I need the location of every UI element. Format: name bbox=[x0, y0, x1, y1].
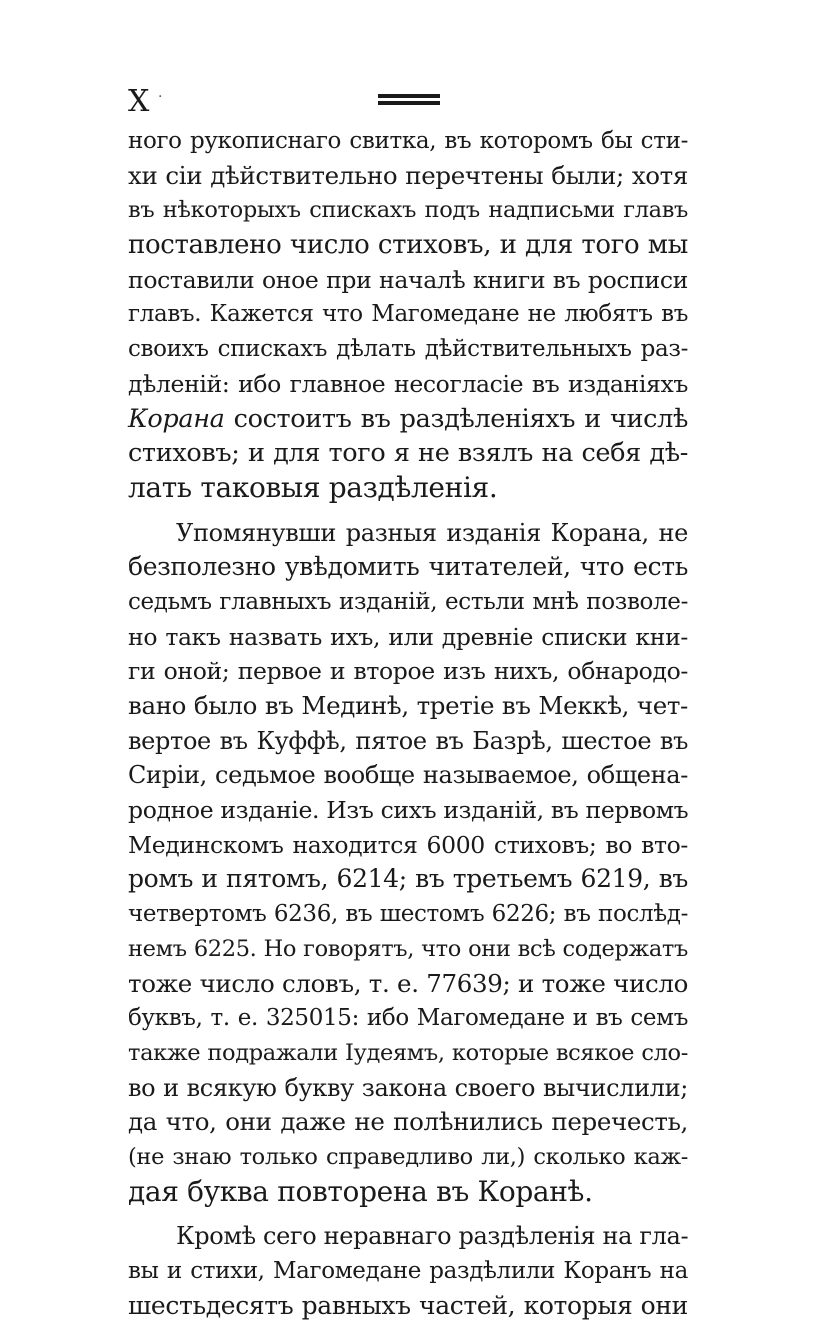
text-line: Сиріи, седьмое вообще называемое, общена- bbox=[128, 761, 688, 790]
text-line: шестьдесятъ равныхъ частей, которыя они bbox=[128, 1290, 688, 1320]
text-line: также подражали Іудеямъ, которые всякое сло- bbox=[128, 1039, 688, 1066]
text-line: родное изданіе. Изъ сихъ изданій, въ первомъ bbox=[128, 796, 689, 825]
paragraph-1 bbox=[128, 124, 688, 506]
text-line: да что, они даже не полѣнились перечесть, bbox=[128, 1107, 688, 1137]
text-line: хи сіи дѣйствительно перечтены были; хотя bbox=[128, 160, 688, 190]
text-line: главъ. Кажется что Магомедане не любятъ въ bbox=[128, 301, 688, 328]
text-line: своихъ спискахъ дѣлать дѣйствительныхъ раз- bbox=[128, 336, 688, 363]
text-line: вано было въ Мединѣ, третіе въ Меккѣ, чет- bbox=[128, 691, 688, 720]
text-line: вертое въ Куффѣ, пятое въ Базрѣ, шестое въ bbox=[128, 726, 688, 755]
text-line bbox=[128, 402, 688, 437]
text-line: тоже число словъ, т. е. 77639; и тоже число bbox=[128, 968, 688, 998]
text-line: немъ 6225. Но говорятъ, что они всѣ содержатъ bbox=[128, 935, 688, 962]
text-line: дѣленій: ибо главное несогласіе въ изданіяхъ bbox=[128, 369, 688, 398]
text-line: ного рукописнаго свитка, въ которомъ бы сти- bbox=[128, 128, 688, 154]
text-line: (не знаю только справедливо ли,) сколько каж- bbox=[128, 1143, 688, 1170]
text-line: седьмъ главныхъ изданій, естьли мнѣ позволе- bbox=[128, 588, 688, 615]
header-rule-line bbox=[378, 94, 440, 98]
text-line: Упомянувши разныя изданія Корана, не bbox=[176, 518, 688, 547]
page-header bbox=[128, 82, 688, 122]
text-line: Мединскомъ находится 6000 стиховъ; во вто- bbox=[128, 830, 688, 859]
text-line: четвертомъ 6236, въ шестомъ 6226; въ послѣд- bbox=[128, 901, 688, 928]
text-line: дая буква повторена въ Коранѣ. bbox=[128, 1174, 593, 1208]
text-line: поставили оное при началѣ книги въ росписи bbox=[128, 265, 688, 294]
text-line: во и всякую букву закона своего вычислили; bbox=[128, 1073, 688, 1102]
text-line: безполезно увѣдомить читателей, что есть bbox=[128, 552, 688, 582]
header-rule-line bbox=[378, 101, 440, 105]
text-line: стиховъ; и для того я не взялъ на себя дѣ- bbox=[128, 438, 688, 469]
text-line: Кромѣ сего неравнаго раздѣленія на гла- bbox=[176, 1222, 689, 1251]
header-dot: · bbox=[158, 89, 163, 105]
text-line: ги оной; первое и второе изъ нихъ, обнародо- bbox=[128, 657, 688, 686]
page-number: X bbox=[128, 84, 150, 119]
text-line: поставлено число стиховъ, и для того мы bbox=[128, 230, 688, 261]
text-line: лать таковыя раздѣленія. bbox=[128, 470, 498, 504]
body-text bbox=[128, 124, 688, 1323]
text-line: буквъ, т. е. 325015: ибо Магомедане и въ семъ bbox=[128, 1005, 688, 1032]
text-line: вы и стихи, Магомедане раздѣлили Коранъ на bbox=[128, 1258, 688, 1284]
text-line: ромъ и пятомъ, 6214; въ третьемъ 6219, въ bbox=[128, 864, 688, 894]
text-line: въ нѣкоторыхъ спискахъ подъ надписьми главъ bbox=[128, 197, 688, 224]
text-line: но такъ назвать ихъ, или древніе списки кни- bbox=[128, 622, 688, 651]
text-line-rest: состоитъ въ раздѣленіяхъ и числѣ bbox=[224, 403, 688, 434]
header-ornament-rule bbox=[378, 94, 440, 108]
paragraph-3 bbox=[128, 1219, 688, 1323]
italic-word-koran: Корана bbox=[128, 403, 225, 434]
paragraph-2 bbox=[128, 516, 688, 1210]
